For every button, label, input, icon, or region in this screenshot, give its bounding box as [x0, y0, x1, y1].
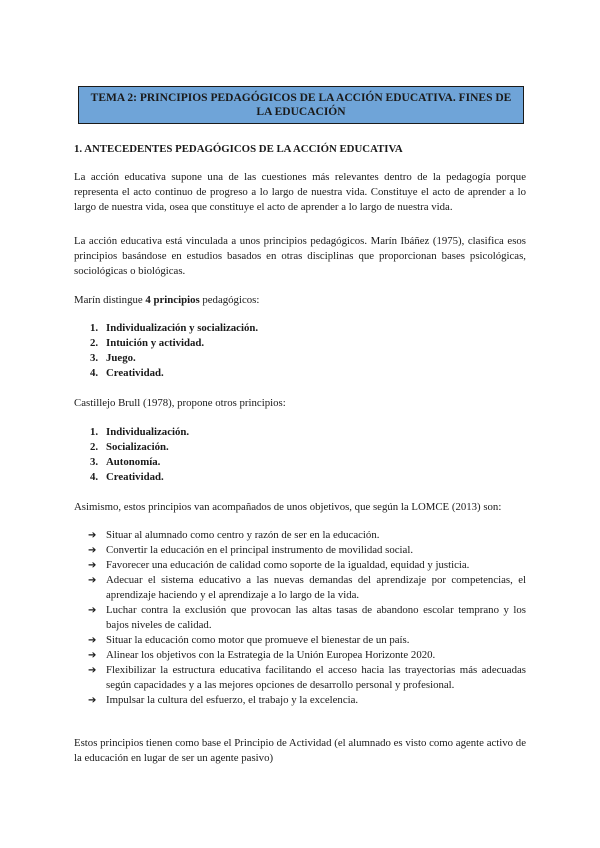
p3-before: Marín distingue — [74, 294, 146, 306]
list-number: 1. — [90, 426, 99, 438]
list-number: 3. — [90, 456, 99, 468]
list-item — [74, 351, 258, 366]
objective-text: Impulsar la cultura del esfuerzo, el trabajo y la excelencia. — [106, 694, 359, 706]
list-text: Socialización. — [106, 441, 169, 453]
objective-text: Situar la educación como motor que promueve el bienestar de un país. — [106, 634, 410, 646]
list-text: Individualización y socialización. — [106, 322, 259, 334]
arrow-icon: ➔ — [88, 575, 97, 586]
paragraph-marin: La acción educativa está vinculada a unos principios pedagógicos. Marín Ibáñez (1975), clasifica esos principios basándose en estudios basados en otras disciplinas que proporcionan bases psicológicas, sociológicas o biológicas. — [74, 235, 526, 277]
list-number: 4. — [90, 367, 99, 379]
objective-text: Favorecer una educación de calidad como soporte de la igualdad, equidad y justicia. — [106, 559, 470, 571]
list-item — [74, 425, 189, 440]
paragraph-lomce: Asimismo, estos principios van acompañados de unos objetivos, que según la LOMCE (2013) son: — [74, 501, 502, 513]
list-item — [74, 543, 526, 558]
marin-principles-list — [74, 321, 258, 381]
objective-text: Adecuar el sistema educativo a las nuevas demandas del aprendizaje por competencias, el aprendizaje haciendo y el aprendizaje a lo largo de la vida. — [106, 574, 526, 601]
paragraph-intro: La acción educativa supone una de las cuestiones más relevantes dentro de la pedagogía porque representa el acto continuo de progreso a lo largo de nuestra vida. Constituye el acto de aprender a lo largo de nuestra vida, osea que constituye el acto de aprender a lo largo de nuestra vida. — [74, 171, 526, 213]
arrow-icon: ➔ — [88, 695, 97, 706]
list-text: Juego. — [106, 352, 136, 364]
list-item — [74, 455, 189, 470]
list-number: 2. — [90, 441, 99, 453]
list-item — [74, 528, 526, 543]
list-item — [74, 663, 526, 693]
arrow-icon: ➔ — [88, 635, 97, 646]
paragraph-castillejo: Castillejo Brull (1978), propone otros principios: — [74, 397, 286, 409]
objective-text: Convertir la educación en el principal instrumento de movilidad social. — [106, 544, 414, 556]
arrow-icon: ➔ — [88, 545, 97, 556]
objectives-list — [74, 528, 526, 708]
list-number: 3. — [90, 352, 99, 364]
castillejo-principles-list — [74, 425, 189, 485]
p3-bold: 4 principios — [145, 294, 200, 306]
list-number: 4. — [90, 471, 99, 483]
paragraph-principio-actividad: Estos principios tienen como base el Principio de Actividad (el alumnado es visto como agente activo de la educación en lugar de ser un agente pasivo) — [74, 737, 526, 764]
document-title-box — [78, 86, 524, 124]
list-item — [74, 693, 526, 708]
p3-after: pedagógicos: — [199, 294, 260, 306]
objective-text: Luchar contra la exclusión que provocan las altas tasas de abandono escolar temprano y los bajos niveles de calidad. — [106, 604, 526, 631]
list-text: Creatividad. — [106, 471, 164, 483]
list-item — [74, 366, 258, 381]
list-item — [74, 648, 526, 663]
list-item — [74, 573, 526, 603]
list-text: Intuición y actividad. — [106, 337, 205, 349]
objective-text: Situar al alumnado como centro y razón de ser en la educación. — [106, 529, 380, 541]
list-text: Autonomía. — [106, 456, 161, 468]
list-item — [74, 470, 189, 485]
list-text: Creatividad. — [106, 367, 164, 379]
paragraph-marin-distingue — [74, 293, 526, 308]
arrow-icon: ➔ — [88, 665, 97, 676]
arrow-icon: ➔ — [88, 605, 97, 616]
list-item — [74, 603, 526, 633]
objective-text: Flexibilizar la estructura educativa facilitando el acceso hacia las trayectorias más adecuadas según capacidades y a las mejores opciones de desarrollo personal y profesional. — [106, 664, 526, 691]
arrow-icon: ➔ — [88, 650, 97, 661]
list-number: 1. — [90, 322, 99, 334]
list-number: 2. — [90, 337, 99, 349]
list-text: Individualización. — [106, 426, 190, 438]
list-item — [74, 336, 258, 351]
objective-text: Alinear los objetivos con la Estrategia de la Unión Europea Horizonte 2020. — [106, 649, 436, 661]
list-item — [74, 633, 526, 648]
arrow-icon: ➔ — [88, 560, 97, 571]
section-heading: 1. ANTECEDENTES PEDAGÓGICOS DE LA ACCIÓN EDUCATIVA — [74, 143, 403, 155]
list-item — [74, 440, 189, 455]
document-title: TEMA 2: PRINCIPIOS PEDAGÓGICOS DE LA ACCIÓN EDUCATIVA. FINES DE LA EDUCACIÓN — [90, 92, 512, 118]
arrow-icon: ➔ — [88, 530, 97, 541]
list-item — [74, 321, 258, 336]
list-item — [74, 558, 526, 573]
